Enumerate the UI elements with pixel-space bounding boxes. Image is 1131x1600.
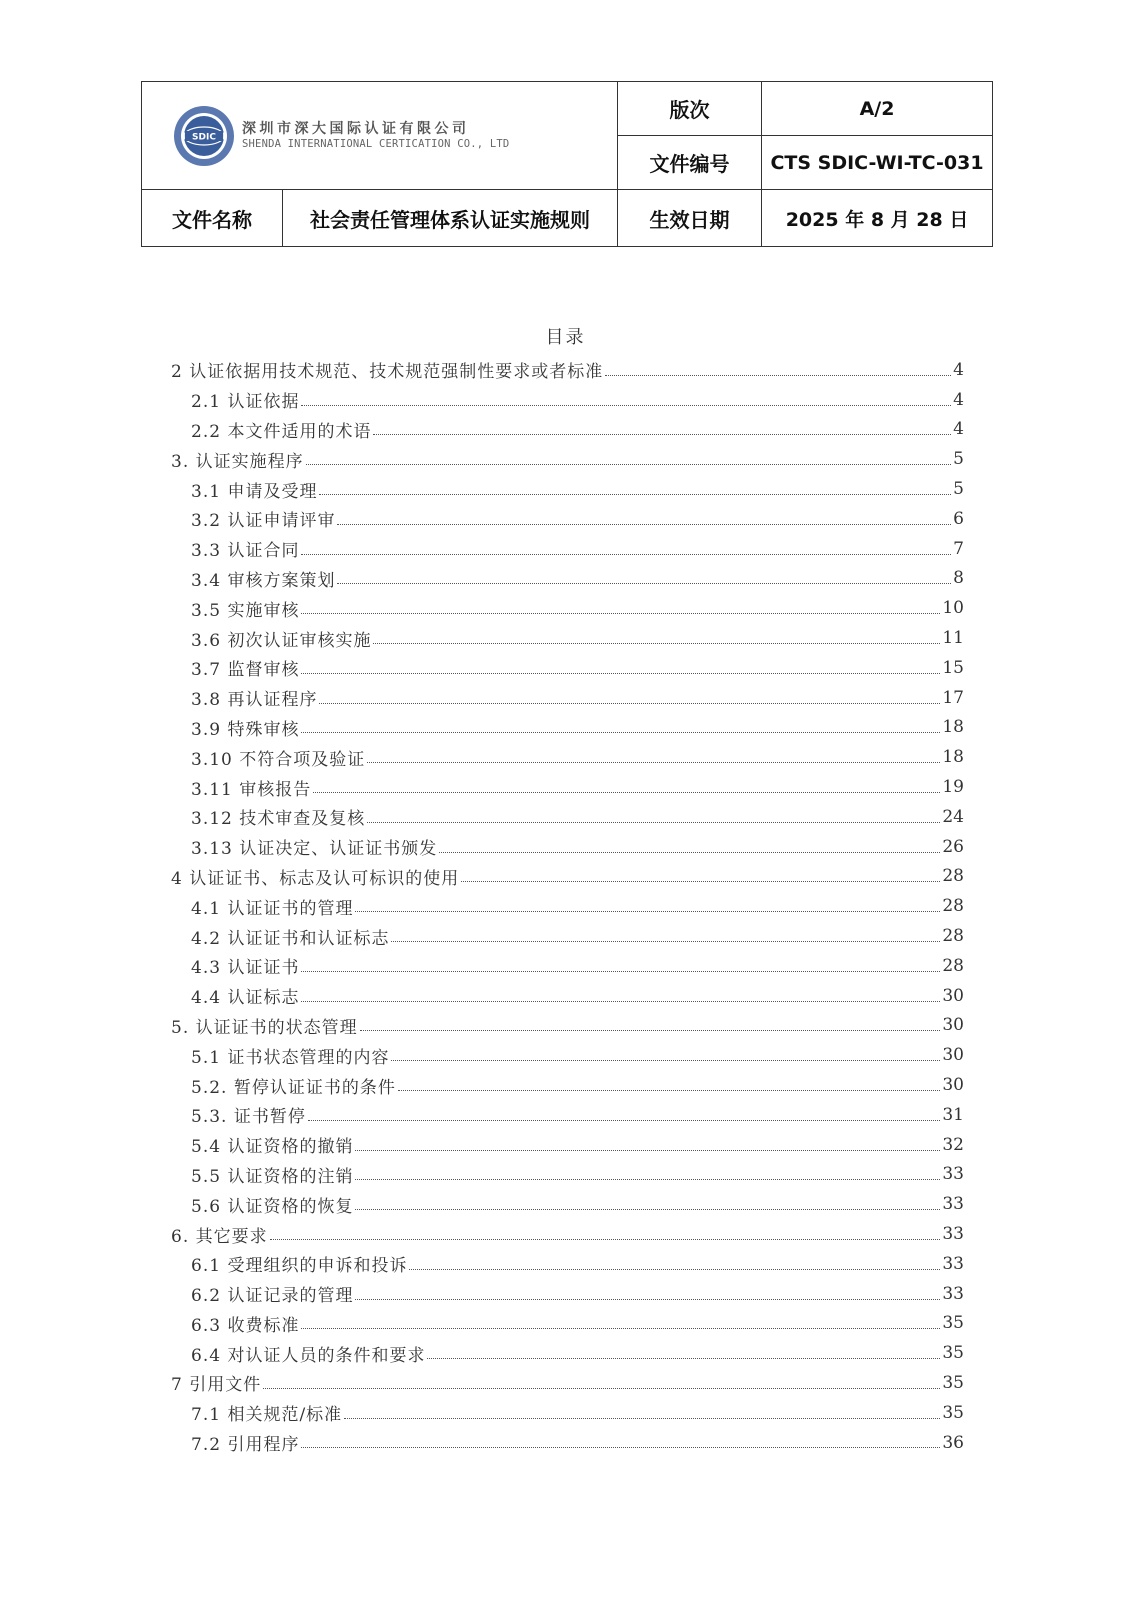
toc-entry-page: 24 bbox=[942, 806, 964, 827]
toc-entry-page: 31 bbox=[942, 1104, 964, 1125]
toc-entry-label: 3.2 认证申请评审 bbox=[191, 511, 336, 532]
company-name-cn: 深圳市深大国际认证有限公司 bbox=[242, 120, 470, 137]
toc-entry[interactable] bbox=[0, 623, 1131, 653]
toc-entry-label: 3.5 实施审核 bbox=[191, 600, 300, 621]
toc-dot-leader bbox=[270, 1238, 941, 1240]
company-logo-cell bbox=[142, 82, 618, 190]
toc-entry[interactable] bbox=[0, 444, 1131, 474]
toc-entry-page: 35 bbox=[942, 1372, 964, 1393]
toc-entry-label: 4.2 认证证书和认证标志 bbox=[191, 928, 390, 949]
toc-dot-leader bbox=[439, 851, 940, 853]
toc-entry[interactable] bbox=[0, 742, 1131, 772]
toc-dot-leader bbox=[355, 1208, 940, 1210]
toc-entry-page: 35 bbox=[942, 1313, 964, 1334]
toc-entry[interactable] bbox=[0, 1040, 1131, 1070]
toc-entry[interactable] bbox=[0, 1219, 1131, 1249]
toc-entry-page: 33 bbox=[942, 1283, 964, 1304]
company-logo bbox=[142, 104, 617, 168]
toc-entry[interactable] bbox=[0, 1279, 1131, 1309]
toc-entry[interactable] bbox=[0, 1428, 1131, 1458]
toc-entry[interactable] bbox=[0, 653, 1131, 683]
toc-entry[interactable] bbox=[0, 355, 1131, 385]
toc-dot-leader bbox=[263, 1387, 940, 1389]
toc-entry[interactable] bbox=[0, 683, 1131, 713]
toc-entry[interactable] bbox=[0, 1309, 1131, 1339]
doc-name-label: 文件名称 bbox=[142, 190, 283, 247]
toc-entry-page: 4 bbox=[953, 389, 964, 410]
toc-entry-page: 11 bbox=[942, 628, 964, 649]
toc-dot-leader bbox=[301, 1327, 940, 1329]
toc-entry-page: 28 bbox=[942, 896, 964, 917]
toc-entry[interactable] bbox=[0, 1189, 1131, 1219]
toc-dot-leader bbox=[391, 940, 940, 942]
toc-dot-leader bbox=[355, 910, 940, 912]
toc-entry-page: 33 bbox=[942, 1253, 964, 1274]
toc-entry-label: 3.13 认证决定、认证证书颁发 bbox=[191, 839, 438, 860]
toc-dot-leader bbox=[373, 433, 951, 435]
toc-dot-leader bbox=[301, 612, 940, 614]
toc-entry-label: 3.1 申请及受理 bbox=[191, 481, 318, 502]
toc-entry-label: 4.4 认证标志 bbox=[191, 988, 300, 1009]
toc-entry-page: 33 bbox=[942, 1194, 964, 1215]
toc-entry-page: 6 bbox=[953, 508, 964, 529]
toc-entry-page: 35 bbox=[942, 1343, 964, 1364]
toc-entry[interactable] bbox=[0, 832, 1131, 862]
toc-entry-label: 6.2 认证记录的管理 bbox=[191, 1286, 354, 1307]
toc-entry[interactable] bbox=[0, 921, 1131, 951]
toc-entry-page: 32 bbox=[942, 1134, 964, 1155]
toc-entry-page: 28 bbox=[942, 926, 964, 947]
toc-entry-page: 4 bbox=[953, 359, 964, 380]
toc-entry-label: 7.1 相关规范/标准 bbox=[191, 1405, 343, 1426]
toc-entry-page: 17 bbox=[942, 687, 964, 708]
toc-dot-leader bbox=[373, 642, 940, 644]
toc-entry-label: 5.4 认证资格的撤销 bbox=[191, 1137, 354, 1158]
toc-entry-page: 18 bbox=[942, 717, 964, 738]
toc-dot-leader bbox=[367, 821, 940, 823]
toc-entry-label: 5. 认证证书的状态管理 bbox=[171, 1017, 358, 1038]
toc-entry[interactable] bbox=[0, 1338, 1131, 1368]
toc-entry-page: 18 bbox=[942, 747, 964, 768]
toc-dot-leader bbox=[301, 731, 940, 733]
toc-dot-leader bbox=[301, 404, 951, 406]
toc-dot-leader bbox=[409, 1268, 940, 1270]
toc-entry[interactable] bbox=[0, 1398, 1131, 1428]
toc-entry-label: 3.4 审核方案策划 bbox=[191, 570, 336, 591]
toc-dot-leader bbox=[337, 523, 951, 525]
company-name-en: SHENDA INTERNATIONAL CERTICATION CO., LTD bbox=[242, 137, 510, 150]
toc-entry-label: 3.3 认证合同 bbox=[191, 541, 300, 562]
toc-entry-label: 2 认证依据用技术规范、技术规范强制性要求或者标准 bbox=[171, 362, 604, 383]
toc-entry[interactable] bbox=[0, 1011, 1131, 1041]
toc-entry-page: 33 bbox=[942, 1224, 964, 1244]
toc-entry[interactable] bbox=[0, 534, 1131, 564]
toc-entry-page: 30 bbox=[942, 1015, 964, 1036]
toc-entry-page: 19 bbox=[942, 777, 964, 798]
toc-entry[interactable] bbox=[0, 713, 1131, 743]
toc-entry-page: 33 bbox=[942, 1164, 964, 1185]
toc-entry-label: 3.12 技术审查及复核 bbox=[191, 809, 366, 830]
toc-entry-label: 3. 认证实施程序 bbox=[171, 451, 304, 472]
toc-entry-page: 15 bbox=[942, 657, 964, 678]
version-value: A/2 bbox=[762, 82, 993, 136]
toc-entry-label: 2.1 认证依据 bbox=[191, 392, 300, 413]
doc-name-value: 社会责任管理体系认证实施规则 bbox=[283, 190, 618, 247]
toc-entry-label: 5.3. 证书暂停 bbox=[191, 1107, 306, 1128]
toc-entry-label: 4.3 认证证书 bbox=[191, 958, 300, 979]
toc-dot-leader bbox=[355, 1298, 940, 1300]
toc-dot-leader bbox=[306, 463, 952, 465]
toc-entry[interactable] bbox=[0, 1100, 1131, 1130]
toc-entry[interactable] bbox=[0, 504, 1131, 534]
toc-dot-leader bbox=[301, 1446, 940, 1448]
toc-entry-page: 30 bbox=[942, 1075, 964, 1096]
toc-dot-leader bbox=[301, 970, 940, 972]
toc-dot-leader bbox=[344, 1417, 940, 1419]
docno-label: 文件编号 bbox=[618, 136, 762, 190]
toc-entry-label: 2.2 本文件适用的术语 bbox=[191, 421, 372, 442]
toc-entry-page: 26 bbox=[942, 836, 964, 857]
effective-date-label: 生效日期 bbox=[618, 190, 762, 247]
toc-entry-label: 6. 其它要求 bbox=[171, 1226, 268, 1247]
toc-entry-page: 30 bbox=[942, 1045, 964, 1066]
toc-dot-leader bbox=[427, 1357, 940, 1359]
toc-entry[interactable] bbox=[0, 593, 1131, 623]
toc-entry[interactable] bbox=[0, 981, 1131, 1011]
toc-dot-leader bbox=[319, 702, 940, 704]
version-label: 版次 bbox=[618, 82, 762, 136]
toc-dot-leader bbox=[605, 374, 951, 376]
toc-dot-leader bbox=[337, 582, 951, 584]
toc-entry[interactable] bbox=[0, 1130, 1131, 1160]
toc-entry-page: 5 bbox=[953, 449, 964, 470]
toc-entry-label: 3.7 监督审核 bbox=[191, 660, 300, 681]
toc-entry-page: 36 bbox=[942, 1432, 964, 1453]
document-header-table bbox=[141, 81, 993, 247]
toc-entry-page: 8 bbox=[953, 568, 964, 589]
toc-entry[interactable] bbox=[0, 862, 1131, 892]
toc-entry-page: 28 bbox=[942, 866, 964, 887]
toc-entry[interactable] bbox=[0, 1070, 1131, 1100]
toc-entry[interactable] bbox=[0, 474, 1131, 504]
toc-entry-label: 4 认证证书、标志及认可标识的使用 bbox=[171, 868, 460, 889]
effective-date-value: 2025 年 8 月 28 日 bbox=[762, 190, 993, 247]
toc-entry[interactable] bbox=[0, 1160, 1131, 1190]
toc-title: 目录 bbox=[545, 327, 586, 348]
toc-dot-leader bbox=[360, 1029, 941, 1031]
toc-entry-page: 5 bbox=[953, 479, 964, 500]
toc-dot-leader bbox=[319, 493, 951, 495]
toc-dot-leader bbox=[391, 1059, 940, 1061]
toc-entry[interactable] bbox=[0, 564, 1131, 594]
docno-value: CTS SDIC-WI-TC-031 bbox=[762, 136, 993, 190]
toc-entry[interactable] bbox=[0, 951, 1131, 981]
toc-dot-leader bbox=[301, 553, 951, 555]
toc-dot-leader bbox=[301, 672, 940, 674]
toc-entry-page: 4 bbox=[953, 419, 964, 440]
toc-entry-label: 3.11 审核报告 bbox=[191, 779, 312, 800]
toc-entry-label: 3.6 初次认证审核实施 bbox=[191, 630, 372, 651]
toc-entry-label: 6.4 对认证人员的条件和要求 bbox=[191, 1345, 426, 1366]
toc-dot-leader bbox=[355, 1149, 940, 1151]
toc-entry[interactable] bbox=[0, 415, 1131, 445]
toc-entry-page: 7 bbox=[953, 538, 964, 559]
toc-entry-label: 3.10 不符合项及验证 bbox=[191, 749, 366, 770]
toc-entry[interactable] bbox=[0, 891, 1131, 921]
toc-entry-label: 3.8 再认证程序 bbox=[191, 690, 318, 711]
toc-entry-page: 28 bbox=[942, 955, 964, 976]
toc-entry-label: 5.1 证书状态管理的内容 bbox=[191, 1047, 390, 1068]
toc-dot-leader bbox=[301, 1000, 940, 1002]
toc-entry-page: 30 bbox=[942, 985, 964, 1006]
toc-entry-label: 5.5 认证资格的注销 bbox=[191, 1166, 354, 1187]
toc-entry-page: 10 bbox=[942, 598, 964, 619]
toc-entry-label: 6.1 受理组织的申诉和投诉 bbox=[191, 1256, 408, 1277]
sdic-logo-icon bbox=[172, 104, 236, 168]
toc-entry[interactable] bbox=[0, 1368, 1131, 1398]
table-of-contents bbox=[0, 355, 1131, 1457]
svg-text:SDIC: SDIC bbox=[192, 132, 216, 142]
toc-dot-leader bbox=[367, 761, 940, 763]
toc-entry-label: 4.1 认证证书的管理 bbox=[191, 898, 354, 919]
toc-entry-label: 6.3 收费标准 bbox=[191, 1315, 300, 1336]
toc-dot-leader bbox=[313, 791, 940, 793]
toc-entry-label: 7.2 引用程序 bbox=[191, 1435, 300, 1456]
toc-entry[interactable] bbox=[0, 1249, 1131, 1279]
toc-entry-page: 35 bbox=[942, 1402, 964, 1423]
toc-entry[interactable] bbox=[0, 772, 1131, 802]
toc-entry-label: 5.6 认证资格的恢复 bbox=[191, 1196, 354, 1217]
toc-entry-label: 7 引用文件 bbox=[171, 1375, 262, 1396]
toc-dot-leader bbox=[355, 1178, 940, 1180]
toc-dot-leader bbox=[461, 880, 940, 882]
toc-entry[interactable] bbox=[0, 385, 1131, 415]
toc-dot-leader bbox=[308, 1119, 941, 1121]
toc-entry[interactable] bbox=[0, 802, 1131, 832]
toc-entry-label: 3.9 特殊审核 bbox=[191, 719, 300, 740]
toc-dot-leader bbox=[398, 1089, 941, 1091]
toc-entry-label: 5.2. 暂停认证证书的条件 bbox=[191, 1077, 396, 1098]
